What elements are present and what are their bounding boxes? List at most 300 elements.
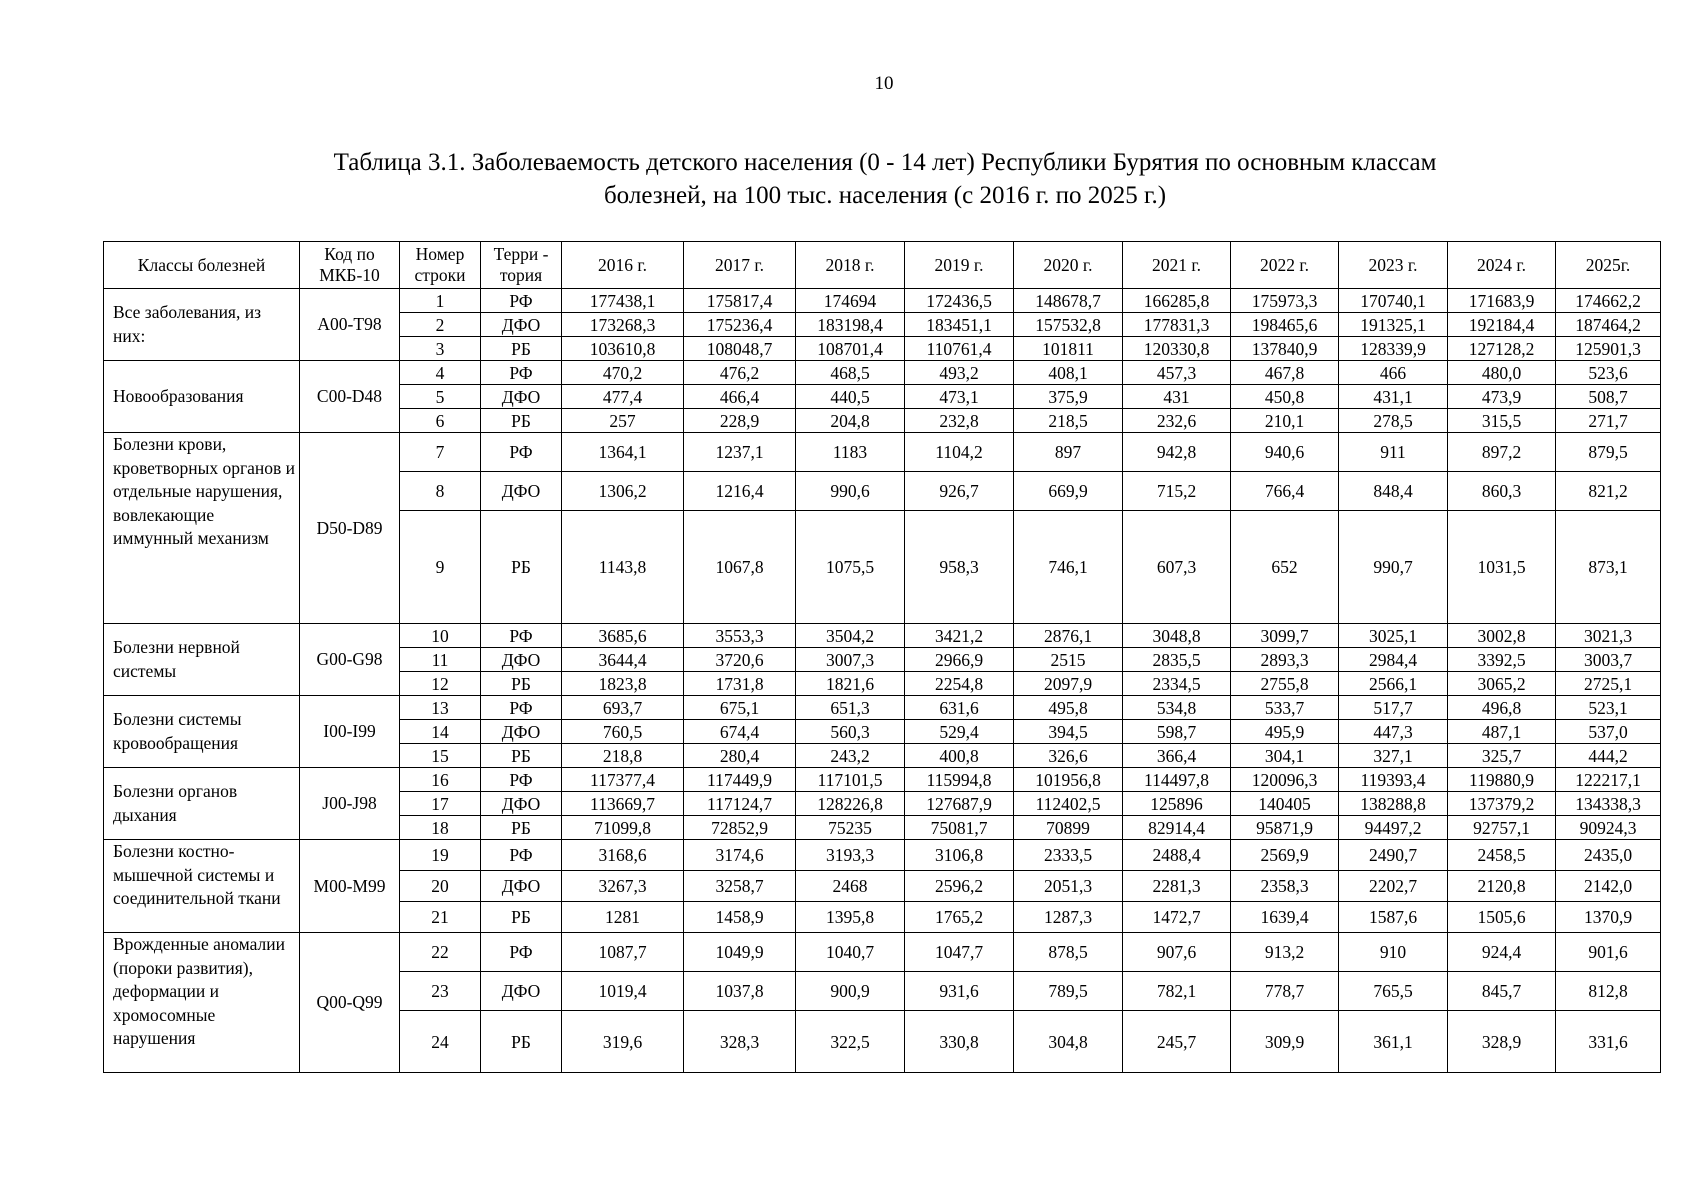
value-cell: 3504,2: [796, 624, 905, 648]
row-number-cell: 11: [400, 648, 481, 672]
value-cell: 2097,9: [1014, 672, 1123, 696]
value-cell: 2458,5: [1448, 840, 1556, 871]
row-number-cell: 7: [400, 433, 481, 472]
value-cell: 115994,8: [905, 768, 1014, 792]
value-cell: 897: [1014, 433, 1123, 472]
header-year: 2025г.: [1556, 242, 1661, 289]
header-year: 2022 г.: [1231, 242, 1339, 289]
territory-cell: РФ: [481, 624, 562, 648]
value-cell: 2202,7: [1339, 871, 1448, 902]
value-cell: 1047,7: [905, 933, 1014, 972]
value-cell: 778,7: [1231, 972, 1339, 1011]
value-cell: 2488,4: [1123, 840, 1231, 871]
value-cell: 243,2: [796, 744, 905, 768]
disease-class-cell: Болезни нервной системы: [104, 624, 300, 696]
value-cell: 119393,4: [1339, 768, 1448, 792]
table-row: [104, 361, 1661, 385]
value-cell: 3193,3: [796, 840, 905, 871]
value-cell: 1237,1: [684, 433, 796, 472]
row-number-cell: 1: [400, 289, 481, 313]
value-cell: 2490,7: [1339, 840, 1448, 871]
territory-cell: РБ: [481, 744, 562, 768]
value-cell: 2755,8: [1231, 672, 1339, 696]
value-cell: 1287,3: [1014, 902, 1123, 933]
value-cell: 1472,7: [1123, 902, 1231, 933]
value-cell: 103610,8: [562, 337, 684, 361]
value-cell: 245,7: [1123, 1011, 1231, 1073]
value-cell: 440,5: [796, 385, 905, 409]
icd-code-cell: D50-D89: [300, 433, 400, 624]
value-cell: 174662,2: [1556, 289, 1661, 313]
value-cell: 3258,7: [684, 871, 796, 902]
value-cell: 187464,2: [1556, 313, 1661, 337]
value-cell: 90924,3: [1556, 816, 1661, 840]
territory-cell: ДФО: [481, 648, 562, 672]
value-cell: 134338,3: [1556, 792, 1661, 816]
value-cell: 457,3: [1123, 361, 1231, 385]
value-cell: 71099,8: [562, 816, 684, 840]
value-cell: 3065,2: [1448, 672, 1556, 696]
value-cell: 675,1: [684, 696, 796, 720]
value-cell: 845,7: [1448, 972, 1556, 1011]
territory-cell: РБ: [481, 337, 562, 361]
value-cell: 766,4: [1231, 472, 1339, 511]
value-cell: 328,3: [684, 1011, 796, 1073]
value-cell: 304,8: [1014, 1011, 1123, 1073]
table-row: [104, 933, 1661, 972]
value-cell: 2120,8: [1448, 871, 1556, 902]
icd-code-cell: C00-D48: [300, 361, 400, 433]
value-cell: 3720,6: [684, 648, 796, 672]
value-cell: 468,5: [796, 361, 905, 385]
value-cell: 166285,8: [1123, 289, 1231, 313]
value-cell: 3168,6: [562, 840, 684, 871]
value-cell: 911: [1339, 433, 1448, 472]
value-cell: 361,1: [1339, 1011, 1448, 1073]
value-cell: 1395,8: [796, 902, 905, 933]
value-cell: 942,8: [1123, 433, 1231, 472]
value-cell: 3267,3: [562, 871, 684, 902]
table-row: [104, 768, 1661, 792]
disease-class-cell: Болезни системы кровообращения: [104, 696, 300, 768]
value-cell: 1040,7: [796, 933, 905, 972]
value-cell: 450,8: [1231, 385, 1339, 409]
value-cell: 120096,3: [1231, 768, 1339, 792]
row-number-cell: 6: [400, 409, 481, 433]
value-cell: 128226,8: [796, 792, 905, 816]
table-row: [104, 696, 1661, 720]
territory-cell: РБ: [481, 409, 562, 433]
value-cell: 191325,1: [1339, 313, 1448, 337]
table-row: [104, 624, 1661, 648]
value-cell: 128339,9: [1339, 337, 1448, 361]
value-cell: 598,7: [1123, 720, 1231, 744]
table-row: [104, 840, 1661, 871]
value-cell: 304,1: [1231, 744, 1339, 768]
value-cell: 873,1: [1556, 511, 1661, 624]
value-cell: 3007,3: [796, 648, 905, 672]
value-cell: 218,5: [1014, 409, 1123, 433]
value-cell: 651,3: [796, 696, 905, 720]
value-cell: 466: [1339, 361, 1448, 385]
value-cell: 204,8: [796, 409, 905, 433]
row-number-cell: 5: [400, 385, 481, 409]
row-number-cell: 10: [400, 624, 481, 648]
value-cell: 232,6: [1123, 409, 1231, 433]
row-number-cell: 20: [400, 871, 481, 902]
icd-code-cell: A00-T98: [300, 289, 400, 361]
value-cell: 821,2: [1556, 472, 1661, 511]
value-cell: 878,5: [1014, 933, 1123, 972]
value-cell: 1281: [562, 902, 684, 933]
value-cell: 3421,2: [905, 624, 1014, 648]
header-year: 2023 г.: [1339, 242, 1448, 289]
value-cell: 101956,8: [1014, 768, 1123, 792]
value-cell: 1821,6: [796, 672, 905, 696]
value-cell: 910: [1339, 933, 1448, 972]
territory-cell: РБ: [481, 511, 562, 624]
value-cell: 218,8: [562, 744, 684, 768]
value-cell: 228,9: [684, 409, 796, 433]
value-cell: 907,6: [1123, 933, 1231, 972]
value-cell: 990,6: [796, 472, 905, 511]
territory-cell: ДФО: [481, 871, 562, 902]
value-cell: 812,8: [1556, 972, 1661, 1011]
value-cell: 3025,1: [1339, 624, 1448, 648]
row-number-cell: 4: [400, 361, 481, 385]
row-number-cell: 15: [400, 744, 481, 768]
territory-cell: РФ: [481, 840, 562, 871]
value-cell: 278,5: [1339, 409, 1448, 433]
value-cell: 2835,5: [1123, 648, 1231, 672]
value-cell: 848,4: [1339, 472, 1448, 511]
header-year: 2024 г.: [1448, 242, 1556, 289]
value-cell: 122217,1: [1556, 768, 1661, 792]
value-cell: 3003,7: [1556, 648, 1661, 672]
value-cell: 1823,8: [562, 672, 684, 696]
value-cell: 140405: [1231, 792, 1339, 816]
value-cell: 782,1: [1123, 972, 1231, 1011]
value-cell: 631,6: [905, 696, 1014, 720]
value-cell: 2435,0: [1556, 840, 1661, 871]
disease-class-cell: Болезни костно-мышечной системы и соединительной ткани: [104, 840, 300, 933]
value-cell: 2334,5: [1123, 672, 1231, 696]
territory-cell: РФ: [481, 933, 562, 972]
icd-code-cell: I00-I99: [300, 696, 400, 768]
value-cell: 447,3: [1339, 720, 1448, 744]
value-cell: 108048,7: [684, 337, 796, 361]
value-cell: 177831,3: [1123, 313, 1231, 337]
value-cell: 693,7: [562, 696, 684, 720]
header-year: 2021 г.: [1123, 242, 1231, 289]
value-cell: 901,6: [1556, 933, 1661, 972]
value-cell: 715,2: [1123, 472, 1231, 511]
territory-cell: ДФО: [481, 472, 562, 511]
territory-cell: ДФО: [481, 313, 562, 337]
header-row: [104, 242, 1661, 289]
value-cell: 669,9: [1014, 472, 1123, 511]
row-number-cell: 2: [400, 313, 481, 337]
value-cell: 431: [1123, 385, 1231, 409]
value-cell: 760,5: [562, 720, 684, 744]
value-cell: 177438,1: [562, 289, 684, 313]
value-cell: 477,4: [562, 385, 684, 409]
value-cell: 322,5: [796, 1011, 905, 1073]
value-cell: 493,2: [905, 361, 1014, 385]
row-number-cell: 12: [400, 672, 481, 696]
value-cell: 1104,2: [905, 433, 1014, 472]
value-cell: 3392,5: [1448, 648, 1556, 672]
row-number-cell: 18: [400, 816, 481, 840]
value-cell: 127687,9: [905, 792, 1014, 816]
value-cell: 175817,4: [684, 289, 796, 313]
row-number-cell: 13: [400, 696, 481, 720]
value-cell: 170740,1: [1339, 289, 1448, 313]
value-cell: 125901,3: [1556, 337, 1661, 361]
page-number: 10: [874, 73, 894, 94]
value-cell: 112402,5: [1014, 792, 1123, 816]
row-number-cell: 17: [400, 792, 481, 816]
value-cell: 75235: [796, 816, 905, 840]
header-year: 2018 г.: [796, 242, 905, 289]
value-cell: 789,5: [1014, 972, 1123, 1011]
value-cell: 2051,3: [1014, 871, 1123, 902]
row-number-cell: 23: [400, 972, 481, 1011]
value-cell: 466,4: [684, 385, 796, 409]
value-cell: 117101,5: [796, 768, 905, 792]
row-number-cell: 22: [400, 933, 481, 972]
value-cell: 560,3: [796, 720, 905, 744]
disease-class-cell: Врожденные аномалии (пороки развития), деформации и хромосомные нарушения: [104, 933, 300, 1073]
value-cell: 924,4: [1448, 933, 1556, 972]
value-cell: 148678,7: [1014, 289, 1123, 313]
header-code: Код по МКБ-10: [300, 242, 400, 289]
header-year: 2020 г.: [1014, 242, 1123, 289]
territory-cell: ДФО: [481, 792, 562, 816]
value-cell: 1087,7: [562, 933, 684, 972]
value-cell: 1031,5: [1448, 511, 1556, 624]
value-cell: 174694: [796, 289, 905, 313]
value-cell: 1458,9: [684, 902, 796, 933]
value-cell: 331,6: [1556, 1011, 1661, 1073]
value-cell: 517,7: [1339, 696, 1448, 720]
value-cell: 319,6: [562, 1011, 684, 1073]
value-cell: 271,7: [1556, 409, 1661, 433]
value-cell: 480,0: [1448, 361, 1556, 385]
value-cell: 326,6: [1014, 744, 1123, 768]
value-cell: 75081,7: [905, 816, 1014, 840]
value-cell: 1183: [796, 433, 905, 472]
value-cell: 765,5: [1339, 972, 1448, 1011]
value-cell: 2876,1: [1014, 624, 1123, 648]
value-cell: 2468: [796, 871, 905, 902]
value-cell: 431,1: [1339, 385, 1448, 409]
value-cell: 330,8: [905, 1011, 1014, 1073]
value-cell: 400,8: [905, 744, 1014, 768]
value-cell: 2515: [1014, 648, 1123, 672]
value-cell: 495,9: [1231, 720, 1339, 744]
value-cell: 125896: [1123, 792, 1231, 816]
value-cell: 2596,2: [905, 871, 1014, 902]
value-cell: 746,1: [1014, 511, 1123, 624]
value-cell: 1364,1: [562, 433, 684, 472]
value-cell: 280,4: [684, 744, 796, 768]
value-cell: 3644,4: [562, 648, 684, 672]
value-cell: 495,8: [1014, 696, 1123, 720]
value-cell: 537,0: [1556, 720, 1661, 744]
territory-cell: РФ: [481, 696, 562, 720]
value-cell: 3685,6: [562, 624, 684, 648]
value-cell: 2142,0: [1556, 871, 1661, 902]
value-cell: 117449,9: [684, 768, 796, 792]
value-cell: 309,9: [1231, 1011, 1339, 1073]
value-cell: 508,7: [1556, 385, 1661, 409]
territory-cell: ДФО: [481, 972, 562, 1011]
value-cell: 1049,9: [684, 933, 796, 972]
table-title-line-1: Таблица 3.1. Заболеваемость детского населения (0 - 14 лет) Республики Бурятия по основным классам: [333, 149, 1437, 176]
table-title: [150, 146, 1620, 212]
territory-cell: ДФО: [481, 385, 562, 409]
value-cell: 958,3: [905, 511, 1014, 624]
row-number-cell: 8: [400, 472, 481, 511]
territory-cell: РФ: [481, 433, 562, 472]
value-cell: 533,7: [1231, 696, 1339, 720]
value-cell: 183451,1: [905, 313, 1014, 337]
value-cell: 366,4: [1123, 744, 1231, 768]
table-row: [104, 433, 1661, 472]
value-cell: 2893,3: [1231, 648, 1339, 672]
value-cell: 652: [1231, 511, 1339, 624]
value-cell: 2725,1: [1556, 672, 1661, 696]
value-cell: 496,8: [1448, 696, 1556, 720]
value-cell: 523,6: [1556, 361, 1661, 385]
value-cell: 1075,5: [796, 511, 905, 624]
value-cell: 607,3: [1123, 511, 1231, 624]
value-cell: 172436,5: [905, 289, 1014, 313]
value-cell: 931,6: [905, 972, 1014, 1011]
row-number-cell: 21: [400, 902, 481, 933]
value-cell: 3174,6: [684, 840, 796, 871]
value-cell: 110761,4: [905, 337, 1014, 361]
value-cell: 137379,2: [1448, 792, 1556, 816]
value-cell: 926,7: [905, 472, 1014, 511]
value-cell: 327,1: [1339, 744, 1448, 768]
value-cell: 3553,3: [684, 624, 796, 648]
value-cell: 487,1: [1448, 720, 1556, 744]
value-cell: 476,2: [684, 361, 796, 385]
header-class: Классы болезней: [104, 242, 300, 289]
row-number-cell: 24: [400, 1011, 481, 1073]
icd-code-cell: J00-J98: [300, 768, 400, 840]
value-cell: 113669,7: [562, 792, 684, 816]
value-cell: 860,3: [1448, 472, 1556, 511]
territory-cell: РБ: [481, 902, 562, 933]
icd-code-cell: Q00-Q99: [300, 933, 400, 1073]
value-cell: 444,2: [1556, 744, 1661, 768]
value-cell: 137840,9: [1231, 337, 1339, 361]
territory-cell: РФ: [481, 289, 562, 313]
value-cell: 183198,4: [796, 313, 905, 337]
value-cell: 1143,8: [562, 511, 684, 624]
value-cell: 2569,9: [1231, 840, 1339, 871]
value-cell: 257: [562, 409, 684, 433]
value-cell: 92757,1: [1448, 816, 1556, 840]
value-cell: 473,1: [905, 385, 1014, 409]
row-number-cell: 3: [400, 337, 481, 361]
value-cell: 3002,8: [1448, 624, 1556, 648]
value-cell: 82914,4: [1123, 816, 1231, 840]
value-cell: 534,8: [1123, 696, 1231, 720]
value-cell: 2358,3: [1231, 871, 1339, 902]
value-cell: 173268,3: [562, 313, 684, 337]
value-cell: 2333,5: [1014, 840, 1123, 871]
value-cell: 470,2: [562, 361, 684, 385]
value-cell: 3048,8: [1123, 624, 1231, 648]
header-territory: Терри - тория: [481, 242, 562, 289]
disease-class-cell: Все заболевания, из них:: [104, 289, 300, 361]
value-cell: 529,4: [905, 720, 1014, 744]
row-number-cell: 16: [400, 768, 481, 792]
value-cell: 467,8: [1231, 361, 1339, 385]
value-cell: 1731,8: [684, 672, 796, 696]
header-year: 2017 г.: [684, 242, 796, 289]
value-cell: 375,9: [1014, 385, 1123, 409]
value-cell: 408,1: [1014, 361, 1123, 385]
value-cell: 1216,4: [684, 472, 796, 511]
value-cell: 897,2: [1448, 433, 1556, 472]
table-row: [104, 289, 1661, 313]
value-cell: 328,9: [1448, 1011, 1556, 1073]
value-cell: 3106,8: [905, 840, 1014, 871]
territory-cell: РБ: [481, 672, 562, 696]
value-cell: 3099,7: [1231, 624, 1339, 648]
value-cell: 940,6: [1231, 433, 1339, 472]
value-cell: 523,1: [1556, 696, 1661, 720]
value-cell: 1505,6: [1448, 902, 1556, 933]
value-cell: 72852,9: [684, 816, 796, 840]
value-cell: 473,9: [1448, 385, 1556, 409]
value-cell: 117377,4: [562, 768, 684, 792]
value-cell: 1019,4: [562, 972, 684, 1011]
disease-class-cell: Новообразования: [104, 361, 300, 433]
value-cell: 2966,9: [905, 648, 1014, 672]
territory-cell: РБ: [481, 816, 562, 840]
icd-code-cell: G00-G98: [300, 624, 400, 696]
value-cell: 900,9: [796, 972, 905, 1011]
value-cell: 674,4: [684, 720, 796, 744]
value-cell: 95871,9: [1231, 816, 1339, 840]
icd-code-cell: M00-M99: [300, 840, 400, 933]
header-rownum: Номер строки: [400, 242, 481, 289]
value-cell: 2984,4: [1339, 648, 1448, 672]
value-cell: 101811: [1014, 337, 1123, 361]
disease-class-cell: Болезни органов дыхания: [104, 768, 300, 840]
value-cell: 138288,8: [1339, 792, 1448, 816]
value-cell: 192184,4: [1448, 313, 1556, 337]
value-cell: 1765,2: [905, 902, 1014, 933]
territory-cell: РБ: [481, 1011, 562, 1073]
value-cell: 1037,8: [684, 972, 796, 1011]
value-cell: 2566,1: [1339, 672, 1448, 696]
row-number-cell: 19: [400, 840, 481, 871]
value-cell: 232,8: [905, 409, 1014, 433]
value-cell: 175973,3: [1231, 289, 1339, 313]
territory-cell: РФ: [481, 768, 562, 792]
row-number-cell: 9: [400, 511, 481, 624]
value-cell: 70899: [1014, 816, 1123, 840]
row-number-cell: 14: [400, 720, 481, 744]
morbidity-table: [103, 241, 1661, 1073]
